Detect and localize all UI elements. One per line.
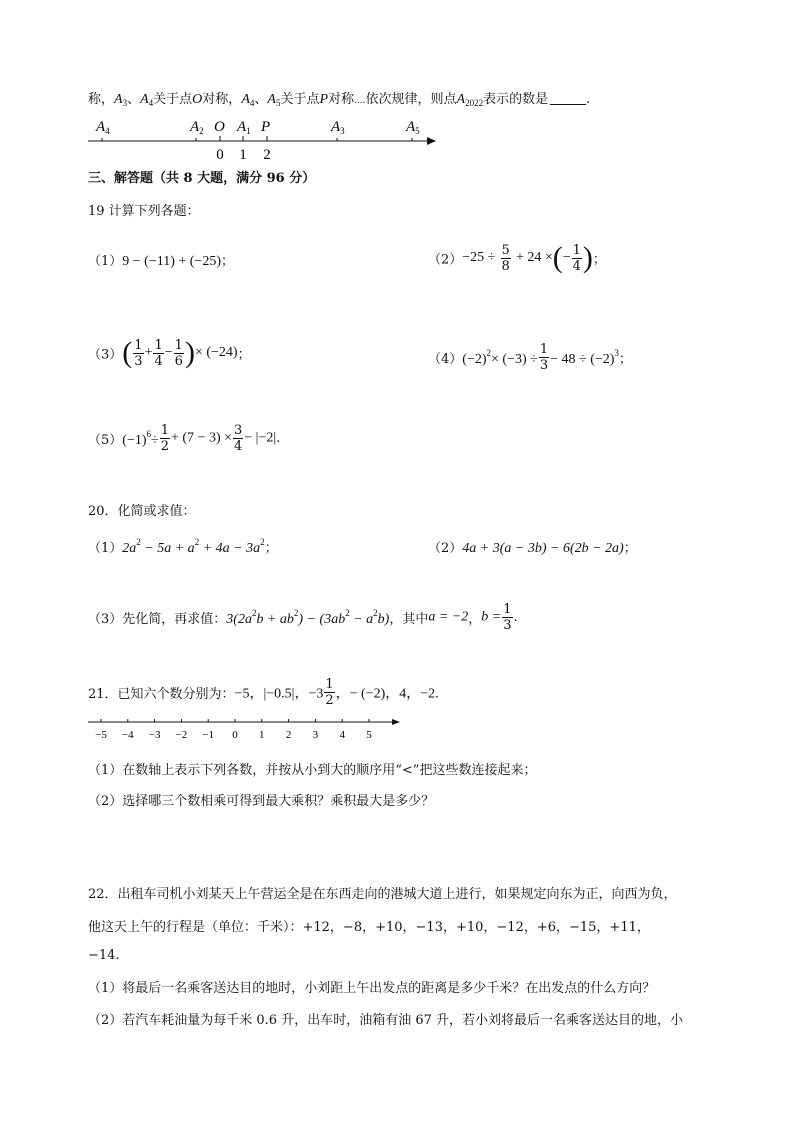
axis-tick-label: 0	[232, 729, 238, 741]
q19-part4: $(4)(-2)^2\times (-3)$ ÷ $\frac{1}{3}$ − $48 \div (-2)^3$；	[428, 342, 632, 373]
tick-labels	[216, 147, 271, 163]
point-a4b: $A_4$	[241, 92, 255, 108]
previous-question-tail: 称，$A_3$、$A_4$关于点O对称，$A_4$、$A_5$关于点P对称....依次规律，则点$A_{2022}$表示的数是 .	[88, 92, 591, 108]
point-labels	[95, 119, 420, 136]
q22-part1: （1）将最后一名乘客送达目的地时，小刘距上午出发点的距离是多少千米？在出发点的什么方向？	[88, 981, 656, 996]
point-label: P	[261, 119, 271, 135]
number-line-axis	[86, 712, 406, 746]
axis-tick-label: −3	[148, 729, 161, 741]
q22-part2: （2）若汽车耗油量为每千米 0.6 升，出车时，油箱有油 67 升，若小刘将最后一名乘客送达目的地，小	[88, 1013, 684, 1028]
answer-blank[interactable]	[550, 104, 586, 105]
axis-tick-label: −2	[175, 729, 188, 741]
q19-part2: （2）−25 ÷ $\frac{5}{8}$ + 24 ×(− $\frac{1}{4}$ )；	[428, 241, 606, 274]
point-a3: $A_3$	[114, 92, 128, 108]
q22-line3: −14.	[88, 948, 120, 963]
axis-tick-label: 4	[339, 729, 345, 741]
point-a2022: $A_{2022}$	[456, 92, 484, 108]
axis-tick-label: 3	[312, 729, 319, 741]
q21-title: 21．已知六个数分别为：−5，|−0.5|，−3 $\frac{1}{2}$ ，− (−2)，4，−2.	[88, 677, 439, 708]
q20-part2: （2）4a + 3(a − 3b) − 6(2b − 2a)；	[428, 541, 637, 556]
q20-part3: （3）先化简，再求值：$3(2a^2b + ab^2) - (3ab^2 - a^2b)$，其中a = −2，b = $\frac{1}{3}$ .	[88, 602, 518, 633]
tick-label: 1	[239, 147, 247, 163]
point-label: $A_3$	[331, 119, 345, 136]
axis-tick-label: 1	[259, 729, 265, 741]
axis-tick-label: −1	[202, 729, 215, 741]
axis-arrow	[392, 719, 400, 725]
point-ticks	[102, 136, 412, 141]
axis-tick-label: 5	[366, 729, 372, 741]
q20-part1: $(1)2a^2 - 5a + a^2 + 4a - 3a^2$；	[88, 537, 278, 556]
number-line-points	[86, 114, 446, 164]
q19-title: 19 计算下列各题：	[88, 204, 200, 219]
q21-part1: （1）在数轴上表示下列各数，并按从小到大的顺序用“<”把这些数连接起来；	[88, 763, 537, 778]
point-a5: $A_5$	[267, 92, 281, 108]
q19-part1: （1）9 − (−11) + (−25)；	[88, 254, 235, 269]
tick-label: 0	[216, 147, 224, 163]
axis-tick-label: 2	[285, 729, 292, 741]
axis-tick-label: −4	[121, 729, 134, 741]
point-label: $A_4$	[96, 119, 110, 136]
axis-tick-label: −5	[95, 729, 107, 741]
point-label: O	[214, 119, 225, 135]
section-title: 三、解答题（共 8 大题，满分 96 分）	[88, 171, 316, 186]
point-o: O	[192, 92, 203, 107]
q19-part5: $(5)(-1)^6\div$ $\frac{1}{2}$ + (7 − 3) × $\frac{3}{4}$ − |−2|.	[88, 423, 281, 454]
point-a4: $A_4$	[140, 92, 154, 108]
q21-part2: （2）选择哪三个数相乘可得到最大乘积？乘积最大是多少？	[88, 794, 435, 809]
point-label: $A_5$	[406, 119, 420, 136]
q22-line1: 22．出租车司机小刘某天上午营运全是在东西走向的港城大道上进行，如果规定向东为正，向西为负，	[88, 887, 677, 902]
axis-arrow	[427, 137, 436, 145]
q20-title: 20．化简或求值：	[88, 504, 196, 519]
q19-part3: （3）( $\frac{1}{3}$ + $\frac{1}{4}$ − $\frac{1}{6}$ )× (−24)；	[88, 336, 251, 369]
tick-label: 2	[263, 147, 271, 163]
point-p: P	[319, 92, 329, 107]
point-label: $A_1$	[237, 119, 251, 136]
point-label: $A_2$	[190, 119, 204, 136]
q22-line2: 他这天上午的行程是（单位：千米）：+12，−8，+10，−13，+10，−12，+6，−15，+11，	[88, 920, 650, 935]
